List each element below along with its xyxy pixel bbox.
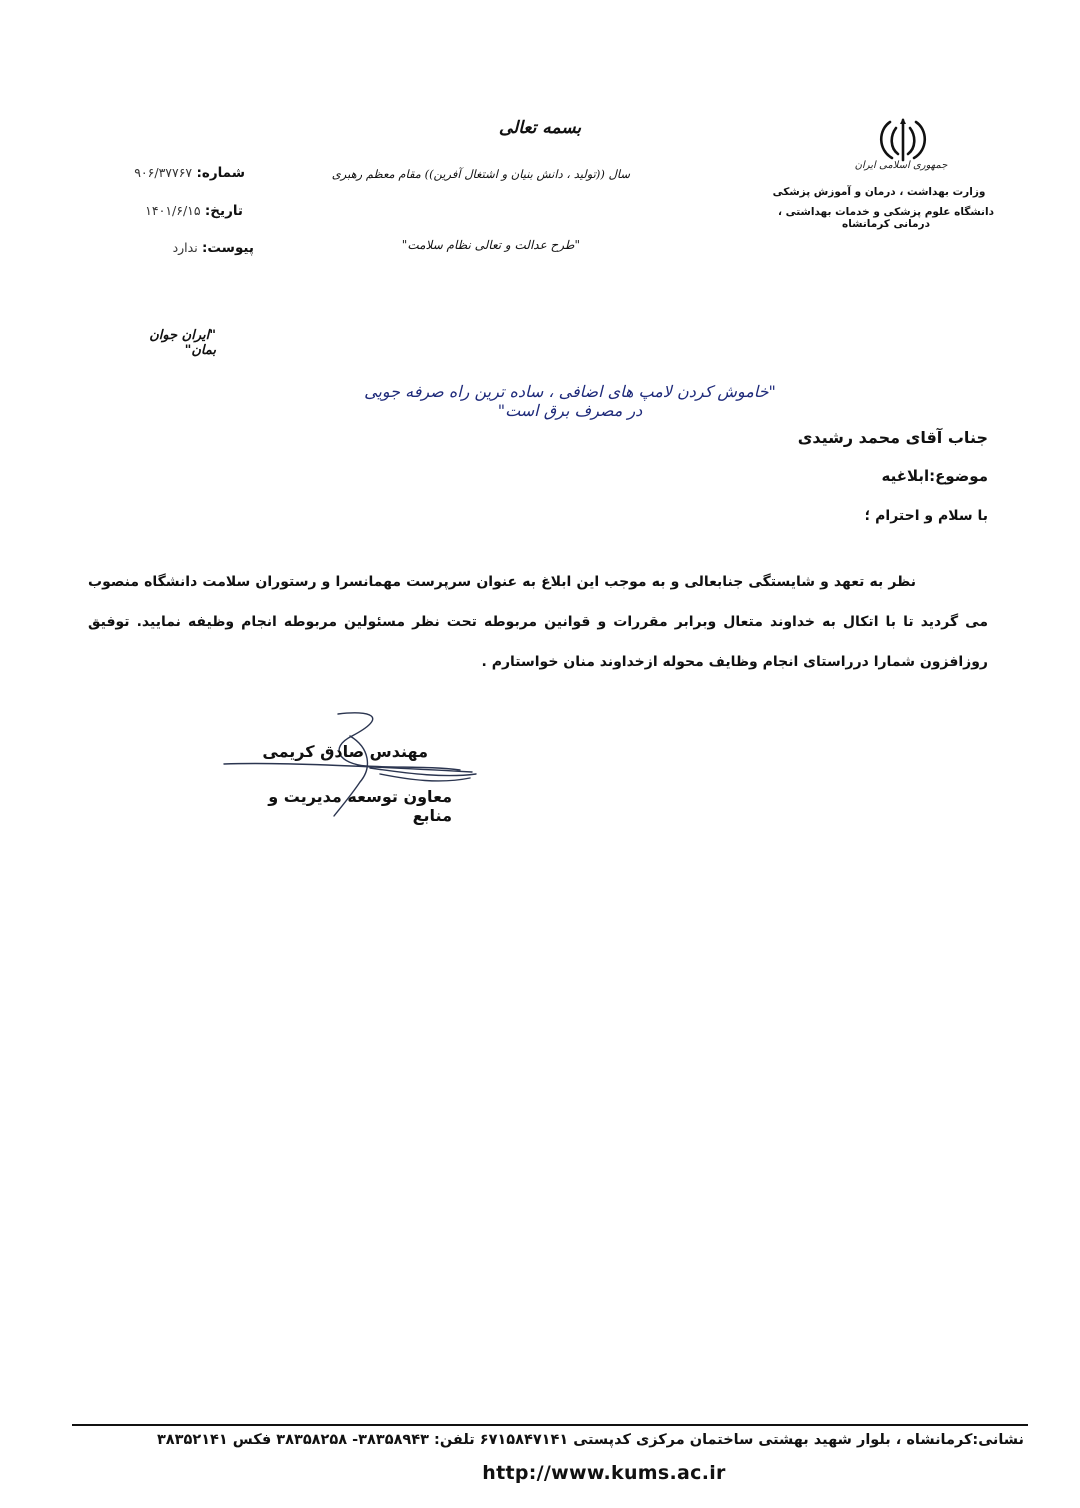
ministry-name: وزارت بهداشت ، درمان و آموزش پزشکی [772,186,986,198]
letter-number [134,165,245,181]
letter-body: نظر به تعهد و شایستگی جنابعالی و به موجب این ابلاغ به عنوان سرپرست مهمانسرا و رستوران سلامت دانشگاه منصوب می گردید تا با اتکال به خداوند متعال وبرابر مقررات و قوانین مربوطه تحت نظر مسئولین مربوطه انجام وظیفه نمایید. توفیق روزافزون شمارا درراستای انجام وظایف محوله ازخداوند منان خواستارم . [88,574,988,670]
recipient: جناب آقای محمد رشیدی [797,428,988,447]
letter-date [145,203,243,219]
letter-attachment-value: ندارد [172,240,198,255]
footer-address: نشانی:کرمانشاه ، بلوار شهید بهشتی ساختمان مرکزی کدپستی ۶۷۱۵۸۴۷۱۴۱ تلفن: ۳۸۳۵۸۹۴۳- ۳۸۳۵۸۲۵۸ فکس ۳۸۳۵۲۱۴۱ [156,1432,1024,1448]
signer-name: مهندس صادق کریمی [262,742,428,761]
letter-date-label: تاریخ: [204,203,243,219]
letter-date-value: ۱۴۰۱/۶/۱۵ [145,203,201,218]
young-iran-slogan: "ایران جوان بمان" [149,328,216,358]
emblem-motto: جمهوری اسلامی ایران [854,160,948,171]
letter-number-value: ۹۰۶/۳۷۷۶۷ [134,165,193,180]
footer-divider [72,1424,1028,1426]
subject: موضوع:ابلاغیه [881,467,988,485]
greeting: با سلام و احترام ؛ [864,508,988,524]
health-plan-slogan: "طرح عدالت و تعالی نظام سلامت" [401,238,580,252]
university-name: دانشگاه علوم پزشکی و خدمات بهداشتی ، درمانی کرمانشاه [778,206,994,230]
footer-website-link[interactable]: http://www.kums.ac.ir [482,1462,726,1484]
year-slogan: سال ((تولید ، دانش بنیان و اشتغال آفرین)) مقام معظم رهبری [331,167,630,181]
iran-emblem-icon [872,116,934,164]
signer-title: معاون توسعه مدیریت و منابع [268,787,452,825]
energy-saving-slogan: "خاموش کردن لامپ های اضافی ، ساده ترین راه صرفه جویی در مصرف برق است" [364,382,776,420]
letter-attachment-label: پیوست: [201,240,254,256]
bismillah-heading: بسمه تعالی [498,118,582,138]
letter-number-label: شماره: [196,165,245,181]
letter-attachment [173,240,254,256]
